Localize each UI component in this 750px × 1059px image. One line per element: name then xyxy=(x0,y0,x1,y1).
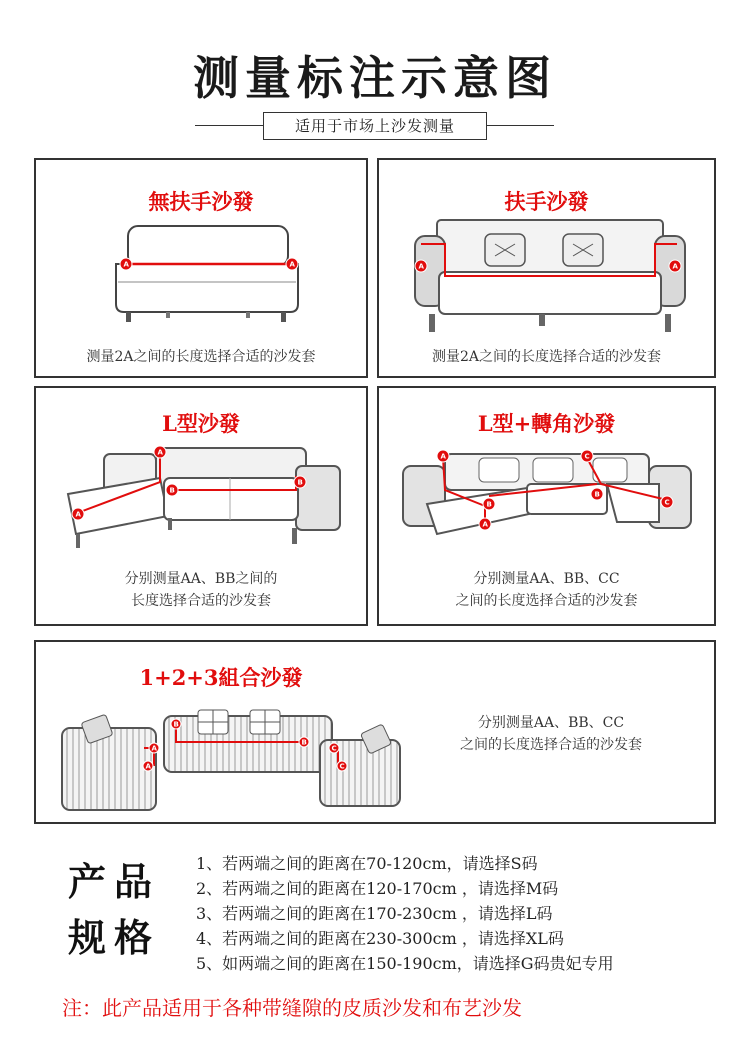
svg-text:B: B xyxy=(297,478,303,487)
panel-l-title: L型沙發 xyxy=(162,411,240,436)
marker-b-left xyxy=(171,719,181,729)
panel-arm-sofa xyxy=(377,158,716,378)
panel-l-text-line2: 长度选择合适的沙发套 xyxy=(131,593,271,609)
panel-arm-text: 测量2A之间的长度选择合适的沙发套 xyxy=(431,349,662,365)
svg-text:C: C xyxy=(339,762,345,771)
panel-combo-title: 1+2+3組合沙發 xyxy=(139,665,303,690)
no-arm-sofa-illustration xyxy=(106,222,306,332)
marker-a-right xyxy=(286,258,298,270)
subtitle-rule-left xyxy=(195,125,263,126)
svg-text:A: A xyxy=(672,262,678,271)
svg-text:A: A xyxy=(289,260,295,269)
svg-text:A: A xyxy=(482,520,488,529)
marker-b-right xyxy=(294,476,306,488)
subtitle-rule-right xyxy=(486,125,554,126)
spec-item-m: 2、若两端之间的距离在120-170cm ，请选择M码 xyxy=(196,879,559,898)
marker-a-bottom xyxy=(143,761,153,771)
svg-text:A: A xyxy=(440,452,446,461)
marker-a-top xyxy=(437,450,449,462)
panel-l-corner-text-line2: 之间的长度选择合适的沙发套 xyxy=(455,593,638,609)
marker-b-left xyxy=(483,498,495,510)
marker-b-right xyxy=(299,737,309,747)
svg-text:A: A xyxy=(123,260,129,269)
footer-note: 注：此产品适用于各种带缝隙的皮质沙发和布艺沙发 xyxy=(62,996,522,1020)
panel-combo-text-line1: 分别测量AA、BB、CC xyxy=(477,715,625,731)
combo-sofa-illustration xyxy=(54,704,410,814)
spec-label-line2: 规格 xyxy=(68,915,161,960)
panel-l-sofa xyxy=(34,386,368,626)
arm-sofa-illustration xyxy=(409,212,689,338)
svg-text:A: A xyxy=(157,448,163,457)
spec-item-l: 3、若两端之间的距离在170-230cm ，请选择L码 xyxy=(196,904,553,923)
panel-l-corner-title: L型+轉角沙發 xyxy=(477,411,616,436)
panel-l-text-line1: 分别测量AA、BB之间的 xyxy=(124,571,278,587)
marker-b-right xyxy=(591,488,603,500)
svg-text:A: A xyxy=(75,510,81,519)
svg-text:C: C xyxy=(331,744,337,753)
svg-text:C: C xyxy=(664,498,670,507)
panel-no-arm-title: 無扶手沙發 xyxy=(148,189,254,214)
marker-a-top xyxy=(149,743,159,753)
panel-combo-text-line2: 之间的长度选择合适的沙发套 xyxy=(460,737,642,753)
svg-text:B: B xyxy=(169,486,175,495)
svg-text:A: A xyxy=(151,744,157,753)
svg-text:B: B xyxy=(301,738,307,747)
page-title: 测量标注示意图 xyxy=(193,51,557,105)
marker-a-left xyxy=(415,260,427,272)
svg-text:A: A xyxy=(418,262,424,271)
marker-a-right xyxy=(669,260,681,272)
marker-a-top xyxy=(154,446,166,458)
marker-c-top xyxy=(581,450,593,462)
marker-a-left xyxy=(72,508,84,520)
marker-c-bottom xyxy=(337,761,347,771)
marker-c-right xyxy=(661,496,673,508)
svg-text:B: B xyxy=(486,500,492,509)
spec-label-line1: 产品 xyxy=(68,859,161,904)
panel-no-arm-sofa xyxy=(34,158,368,378)
marker-a-left xyxy=(120,258,132,270)
marker-c-top xyxy=(329,743,339,753)
svg-text:B: B xyxy=(594,490,600,499)
subtitle: 适用于市场上沙发测量 xyxy=(263,112,487,140)
marker-a-bottom xyxy=(479,518,491,530)
svg-text:B: B xyxy=(173,720,179,729)
spec-item-g: 5、如两端之间的距离在150-190cm，请选择G码贵妃专用 xyxy=(196,954,614,973)
spec-item-s: 1、若两端之间的距离在70-120cm，请选择S码 xyxy=(196,854,538,873)
svg-text:A: A xyxy=(145,762,151,771)
l-sofa-illustration xyxy=(60,438,350,550)
panel-no-arm-text: 测量2A之间的长度选择合适的沙发套 xyxy=(86,349,316,365)
panel-l-corner-sofa xyxy=(377,386,716,626)
spec-list xyxy=(196,851,614,976)
spec-item-xl: 4、若两端之间的距离在230-300cm ，请选择XL码 xyxy=(196,929,564,948)
panel-arm-title: 扶手沙發 xyxy=(504,189,589,214)
marker-b-left xyxy=(166,484,178,496)
l-corner-sofa-illustration xyxy=(397,444,697,544)
panel-combo-sofa xyxy=(34,640,716,824)
svg-text:C: C xyxy=(584,452,590,461)
panel-l-corner-text-line1: 分别测量AA、BB、CC xyxy=(473,571,620,587)
